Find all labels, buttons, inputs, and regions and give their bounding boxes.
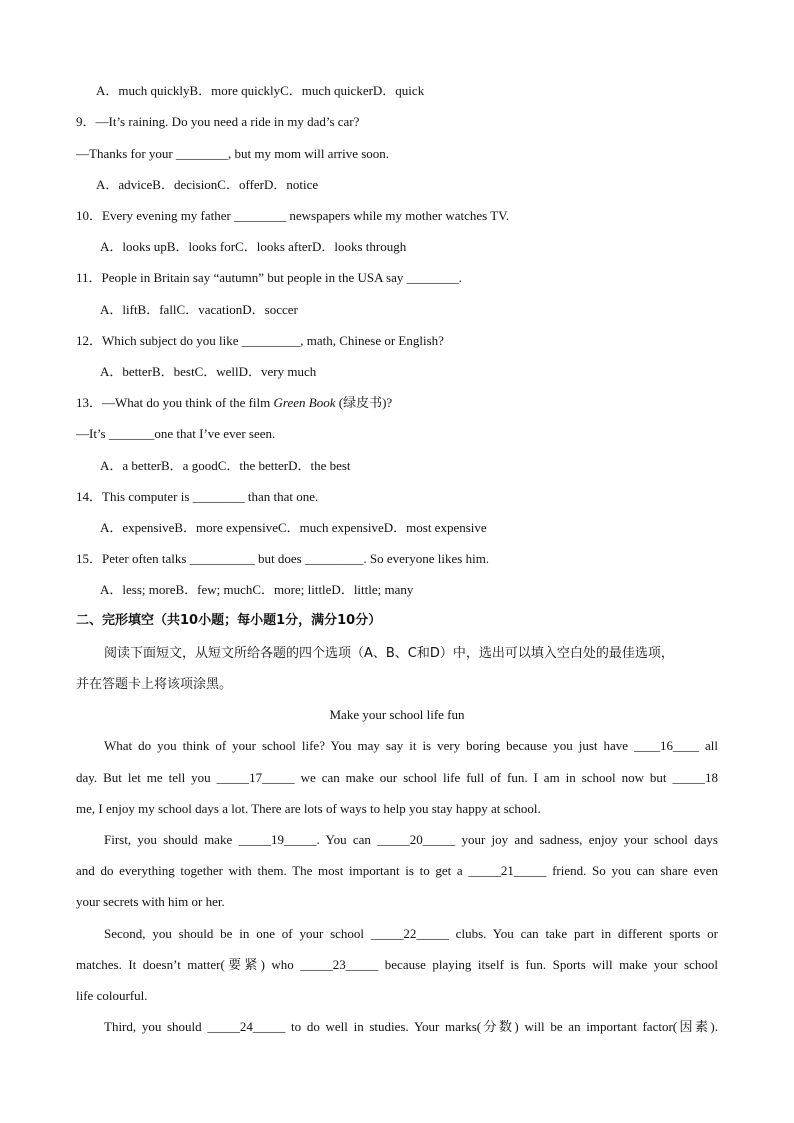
q9-reply: —Thanks for your ________, but my mom will arrive soon. [76,146,390,161]
q13-stem-start: 13．—What do you think of the film [76,395,274,410]
blank-23: _____23_____ [300,957,379,972]
q11-stem: 11．People in Britain say “autumn” but people in the USA say ________. [76,270,462,285]
passage-text: clubs. You can take part in different sports or [448,926,718,941]
passage-line-1 [104,737,718,755]
q9-options: A．adviceB．decisionC．offerD．notice [96,177,319,192]
passage-text: because playing itself is fun. Sports will make your school [378,957,718,972]
blank-20: _____20_____ [377,832,456,847]
instructions-line1: 阅读下面短文，从短文所给各题的四个选项（A、B、C和D）中，选出可以填入空白处的最佳选项， [104,646,674,661]
q11-options: A．liftB．fallC．vacationD．soccer [100,302,298,317]
passage-line-7 [104,925,718,943]
instructions-line2: 并在答题卡上将该项涂黑。 [76,677,233,692]
q15-options: A．less; moreB．few; muchC．more; littleD．little; many [100,582,414,597]
passage-line-9: life colourful. [76,988,148,1003]
passage-text: day. But let me tell you [76,770,217,785]
passage-text: your joy and sadness, enjoy your school days [455,832,718,847]
passage-line-4 [104,831,718,849]
blank-24: _____24_____ [207,1019,286,1034]
passage-text: we can make our school life full of fun. I am in school now but [294,770,673,785]
passage-text: Second, you should be in one of your school [104,926,371,941]
section-heading: 二、完形填空（共10小题；每小题1分，满分10分） [76,613,382,628]
q12-options: A．betterB．bestC．wellD．very much [100,364,317,379]
passage-line-3: me, I enjoy my school days a lot. There are lots of ways to help you stay happy at school. [76,801,541,816]
passage-line-5 [76,862,718,880]
q13-film-title: Green Book [273,395,336,410]
passage-text: . You can [316,832,378,847]
passage-text: friend. So you can share even [546,863,718,878]
q15-stem: 15．Peter often talks __________ but does _________. So everyone likes him. [76,551,490,566]
passage-text: and do everything together with them. The most important is to get a [76,863,469,878]
q10-options: A．looks upB．looks forC．looks afterD．looks through [100,239,407,254]
q8-options: A．much quicklyB．more quicklyC．much quickerD．quick [96,83,425,98]
passage-text: matches. It doesn’t matter(要紧) who [76,957,301,972]
blank-19: _____19_____ [238,832,317,847]
passage-text: Third, you should [104,1019,208,1034]
q10-stem: 10．Every evening my father ________ newspapers while my mother watches TV. [76,208,510,223]
q13-reply: —It’s _______one that I’ve ever seen. [76,426,276,441]
blank-21: _____21_____ [468,863,547,878]
q14-options: A．expensiveB．more expensiveC．much expensiveD．most expensive [100,520,487,535]
blank-16: ____16____ [634,738,700,753]
passage-line-6: your secrets with him or her. [76,894,225,909]
blank-17: _____17_____ [216,770,295,785]
passage-line-10 [104,1018,718,1036]
q13-stem-end: (绿皮书)? [335,395,393,410]
passage-text: all [699,738,718,753]
q14-stem: 14．This computer is ________ than that one. [76,489,319,504]
passage-text: First, you should make [104,832,239,847]
q13-options: A．a betterB．a goodC．the betterD．the best [100,458,351,473]
q9-stem: 9．—It’s raining. Do you need a ride in my dad’s car? [76,114,360,129]
blank-22: _____22_____ [370,926,449,941]
blank-18: _____18 [672,770,718,785]
passage-title: Make your school life fun [329,707,465,722]
q12-stem: 12．Which subject do you like _________, math, Chinese or English? [76,333,444,348]
passage-line-8 [76,956,718,974]
passage-text: to do well in studies. Your marks(分数) will be an important factor(因素). [285,1019,718,1034]
passage-line-2 [76,769,718,787]
q13-stem [76,394,392,412]
passage-text: What do you think of your school life? You may say it is very boring because you just have [104,738,635,753]
